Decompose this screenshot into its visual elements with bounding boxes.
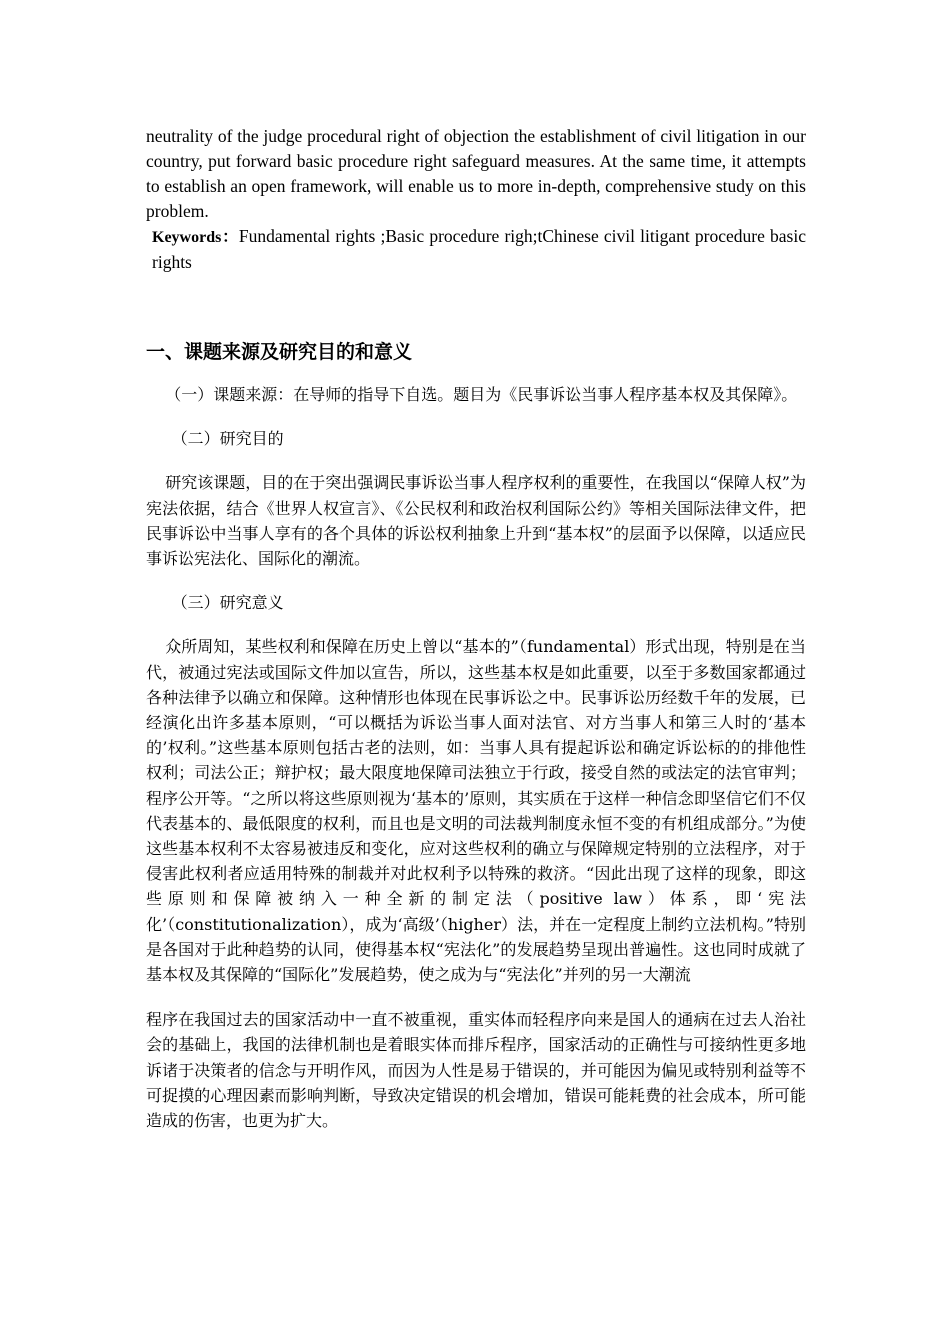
research-purpose-heading: （二）研究目的 — [171, 429, 284, 449]
research-significance-paragraph: 众所周知，某些权利和保障在历史上曾以“基本的”（fundamental）形式出现，特别是在当代，被通过宪法或国际文件加以宣告，所以，这些基本权是如此重要，以至于多数国家都通过各种法律予以确立和保障。这种情形也体现在民事诉讼之中。民事诉讼历经数千年的发展，已经演化出许多基本原则，“可以概括为诉讼当事人面对法官、对方当事人和第三人时的‘基本的’权利。”这些基本原则包括古老的法则，如：当事人具有提起诉讼和确定诉讼标的的排他性权利；司法公正；辩护权；最大限度地保障司法独立于行政，接受自然的或法定的法官审判；程序公开等。“之所以将这些原则视为‘基本的’原则，其实质在于这样一种信念即坚信它们不仅代表基本的、最低限度的权利，而且也是文明的司法裁判制度永恒不变的有机组成部分。”为使这些基本权利不太容易被违反和变化，应对这些权利的确立与保障规定特别的立法程序，对于侵害此权利者应适用特殊的制裁并对此权利予以特殊的救济。“因此出现了这样的现象，即这些原则和保障被纳入一种全新的制定法（positive law）体系，即‘宪法化’（constitutionalization），成为‘高级’（higher）法，并在一定程度上制约立法机构。”特别是各国对于此种趋势的认同，使得基本权“宪法化”的发展趋势呈现出普遍性。这也同时成就了基本权及其保障的“国际化”发展趋势，使之成为与“宪法化”并列的另一大潮流 — [146, 637, 806, 985]
keywords-line — [146, 224, 806, 275]
research-significance-heading: （三）研究意义 — [171, 593, 284, 613]
procedure-paragraph: 程序在我国过去的国家活动中一直不被重视，重实体而轻程序向来是国人的通病在过去人治社会的基础上，我国的法律机制也是着眼实体而排斥程序，国家活动的正确性与可接纳性更多地诉诸于决策者的信念与开明作风，而因为人性是易于错误的，并可能因为偏见或特别利益等不可捉摸的心理因素而影响判断，导致决定错误的机会增加，错误可能耗费的社会成本，所可能造成的伤害，也更为扩大。 — [146, 1010, 806, 1131]
document-page — [146, 124, 806, 1133]
topic-source-paragraph: （一）课题来源：在导师的指导下自选。题目为《民事诉讼当事人程序基本权及其保障》。 — [165, 385, 798, 404]
keywords-text: Fundamental rights ;Basic procedure righ;tChinese civil litigant procedure basic rights — [152, 226, 806, 272]
section-title: 一、课题来源及研究目的和意义 — [146, 341, 413, 363]
research-purpose-paragraph: 研究该课题，目的在于突出强调民事诉讼当事人程序权利的重要性，在我国以“保障人权”为宪法依据，结合《世界人权宣言》、《公民权利和政治权利国际公约》等相关国际法律文件，把民事诉讼中当事人享有的各个具体的诉讼权利抽象上升到“基本权”的层面予以保障，以适应民事诉讼宪法化、国际化的潮流。 — [146, 473, 806, 569]
abstract-english-tail: neutrality of the judge procedural right of objection the establishment of civil litigation in our country, put forward basic procedure right safeguard measures. At the same time, it attempts to establish an open framework, will enable us to more in-depth, comprehensive study on this problem. — [146, 126, 806, 221]
keywords-label: Keywords： — [152, 229, 239, 246]
